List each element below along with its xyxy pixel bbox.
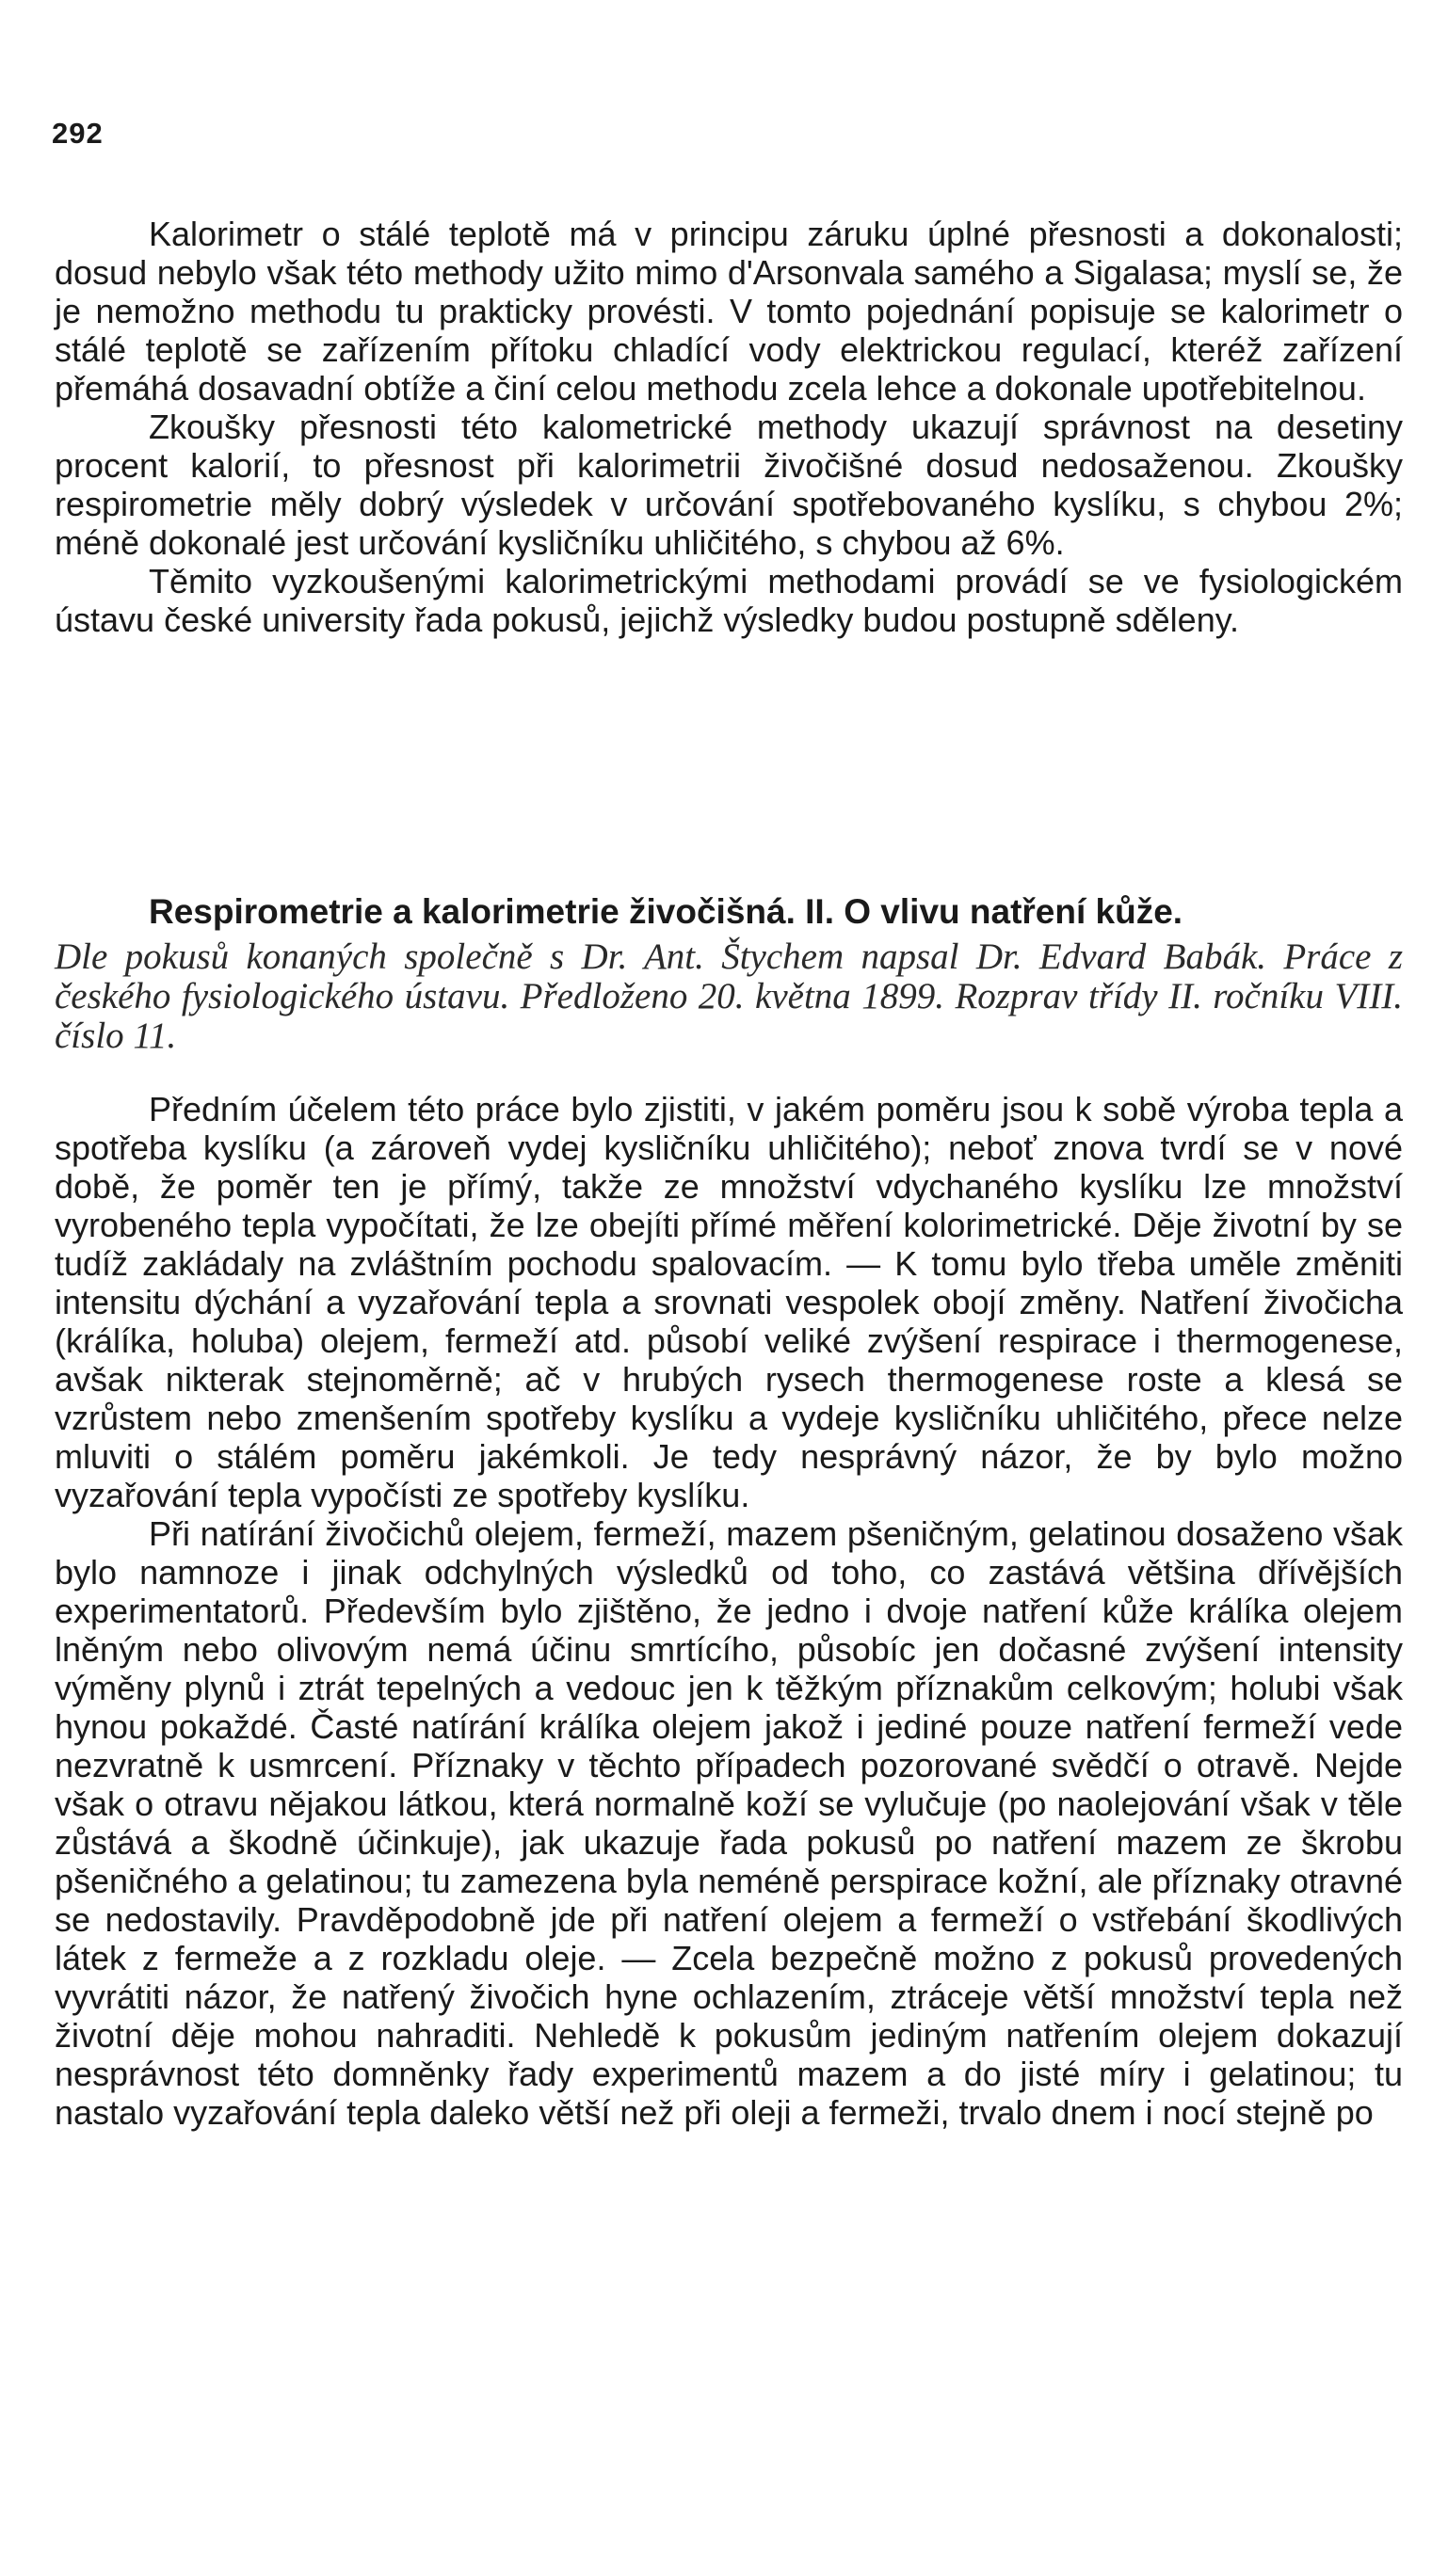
intro-paragraph-1: Kalorimetr o stálé teplotě má v principu záruku úplné přesnosti a dokonalosti; dosud nebylo však této methody užito mimo d'Arsonvala samého a Sigalasa; myslí se, že je nemožno methodu tu prakticky provésti. V tomto pojednání popisuje se kalorimetr o stálé teplotě se zařízením přítoku chladící vody elektrickou regulací, kteréž zařízení přemáhá dosavadní obtíže a činí celou methodu zcela lehce a dokonale upotřebitelnou. [55, 215, 1403, 408]
page-number: 292 [52, 117, 104, 150]
body-paragraph-1: Předním účelem této práce bylo zjistiti, v jakém poměru jsou k sobě výroba tepla a spotřeba kyslíku (a zároveň vydej kysličníku uhličitého); neboť znova tvrdí se v nové době, že poměr ten je přímý, takže ze množství vdychaného kyslíku lze množství vyrobeného tepla vypočítati, že lze obejíti přímé měření kolorimetrické. Děje životní by se tudíž zakládaly na zvláštním pochodu spalovacím. — K tomu bylo třeba uměle změniti intensitu dýchání a vyzařování tepla a srovnati vespolek obojí změny. Natření živočicha (králíka, holuba) olejem, fermeží atd. působí veliké zvýšení respirace i thermogenese, avšak nikterak stejnoměrně; ač v hrubých rysech thermogenese roste a klesá se vzrůstem nebo zmenšením spotřeby kyslíku a vydeje kysličníku uhličitého, přece nelze mluviti o stálém poměru jakémkoli. Je tedy nesprávný názor, že by bylo možno vyzařování tepla vypočísti ze spotřeby kyslíku. [55, 1090, 1403, 1514]
intro-paragraph-2: Zkoušky přesnosti této kalometrické methody ukazují správnost na desetiny procent kalorií, to přesnost při kalorimetrii živočišné dosud nedosaženou. Zkoušky respirometrie měly dobrý výsledek v určování spotřebovaného kyslíku, s chybou 2%; méně dokonalé jest určování kysličníku uhličitého, s chybou až 6%. [55, 408, 1403, 562]
section-byline: Dle pokusů konaných společně s Dr. Ant. Štychem napsal Dr. Edvard Babák. Práce z českého fysiologického ústavu. Předloženo 20. května 1899. Rozprav třídy II. ročníku VIII. číslo 11. [55, 936, 1403, 1056]
body-section [55, 1090, 1403, 2132]
intro-paragraph-3: Těmito vyzkoušenými kalorimetrickými methodami provádí se ve fysiologickém ústavu české university řada pokusů, jejichž výsledky budou postupně sděleny. [55, 562, 1403, 639]
section-title: Respirometrie a kalorimetrie živočišná. II. O vlivu natření kůže. [149, 892, 1183, 931]
body-paragraph-2: Při natírání živočichů olejem, fermeží, mazem pšeničným, gelatinou dosaženo však bylo namnoze i jinak odchylných výsledků od toho, co zastává většina dřívějších experimentatorů. Především bylo zjištěno, že jedno i dvoje natření kůže králíka olejem lněným nebo olivovým nemá účinu smrtícího, působíc jen dočasné zvýšení intensity výměny plynů i ztrát tepelných a vedouc jen k těžkým příznakům celkovým; holubi však hynou pokaždé. Časté natírání králíka olejem jakož i jediné pouze natření fermeží vede nezvratně k usmrcení. Příznaky v těchto případech pozorované svědčí o otravě. Nejde však o otravu nějakou látkou, která normalně koží se vylučuje (po naolejování však v těle zůstává a škodně účinkuje), jak ukazuje řada pokusů po natření mazem ze škrobu pšeničného a gelatinou; tu zamezena byla neméně perspirace kožní, ale příznaky otravné se nedostavily. Pravděpodobně jde při natření olejem a fermeží o vstřebání škodlivých látek z fermeže a z rozkladu oleje. — Zcela bezpečně možno z pokusů provedených vyvrátiti názor, že natřený živočich hyne ochlazením, ztráceje větší množství tepla než životní děje mohou nahraditi. Nehledě k pokusům jediným natřením olejem dokazují nesprávnost této domněnky řady experimentů mazem a do jisté míry i gelatinou; tu nastalo vyzařování tepla daleko větší než při oleji a fermeži, trvalo dnem i nocí stejně po [55, 1514, 1403, 2132]
intro-section [55, 215, 1403, 639]
